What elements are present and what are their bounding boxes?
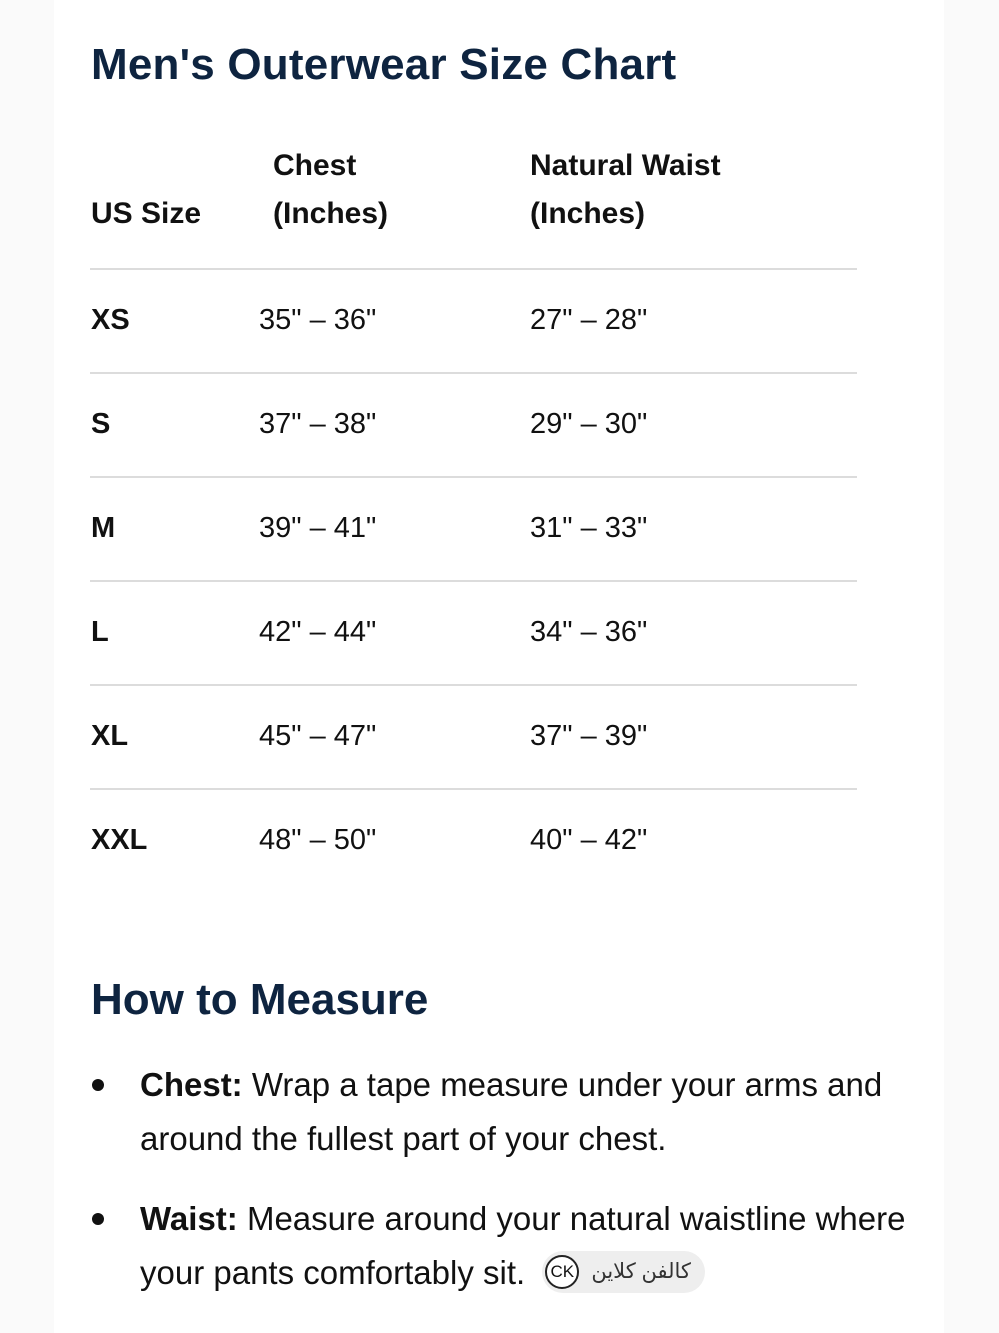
table-row xyxy=(90,580,857,684)
size-cell: XS xyxy=(91,304,130,336)
bullet-dot-icon xyxy=(92,1079,104,1091)
table-row xyxy=(90,684,857,788)
list-item xyxy=(90,1192,910,1300)
table-header xyxy=(90,140,857,268)
bullet-dot-icon xyxy=(92,1213,104,1225)
table-row xyxy=(90,372,857,476)
waist-cell: 29" – 30" xyxy=(530,408,648,440)
source-link-chip[interactable] xyxy=(542,1251,705,1293)
header-chest-line1: Chest xyxy=(273,149,357,182)
size-cell: XL xyxy=(91,720,129,752)
source-chip-label: كالفن كلاين xyxy=(591,1260,691,1284)
size-cell: S xyxy=(91,408,111,440)
header-chest-line2: (Inches) xyxy=(273,197,389,230)
table-row xyxy=(90,788,857,892)
table-row xyxy=(90,476,857,580)
header-chest xyxy=(273,142,388,238)
header-us-size: US Size xyxy=(91,197,202,230)
measure-instructions-list xyxy=(90,1058,910,1326)
waist-cell: 34" – 36" xyxy=(530,616,648,648)
size-cell: L xyxy=(91,616,109,648)
chest-cell: 37" – 38" xyxy=(259,408,377,440)
size-chart-table xyxy=(90,140,857,892)
table-row xyxy=(90,268,857,372)
waist-cell: 31" – 33" xyxy=(530,512,648,544)
waist-cell: 37" – 39" xyxy=(530,720,648,752)
chest-instruction: Wrap a tape measure under your arms and around the fullest part of your chest. xyxy=(140,1066,883,1157)
waist-cell: 40" – 42" xyxy=(530,824,648,856)
waist-instruction: Measure around your natural waistline where your pants comfortably sit. xyxy=(140,1200,906,1291)
header-waist-line2: (Inches) xyxy=(530,197,646,230)
header-waist-line1: Natural Waist xyxy=(530,149,721,182)
waist-cell: 27" – 28" xyxy=(530,304,648,336)
list-item xyxy=(90,1058,910,1166)
chest-cell: 45" – 47" xyxy=(259,720,377,752)
page-title: Men's Outerwear Size Chart xyxy=(91,40,677,89)
chest-cell: 39" – 41" xyxy=(259,512,377,544)
size-cell: M xyxy=(91,512,116,544)
chest-cell: 48" – 50" xyxy=(259,824,377,856)
chest-term: Chest: xyxy=(140,1066,243,1103)
header-waist xyxy=(530,142,721,238)
chest-cell: 42" – 44" xyxy=(259,616,377,648)
chest-cell: 35" – 36" xyxy=(259,304,377,336)
waist-term: Waist: xyxy=(140,1200,238,1237)
size-cell: XXL xyxy=(91,824,148,856)
how-to-measure-heading: How to Measure xyxy=(91,975,429,1024)
ck-logo-icon: CK xyxy=(545,1255,579,1289)
